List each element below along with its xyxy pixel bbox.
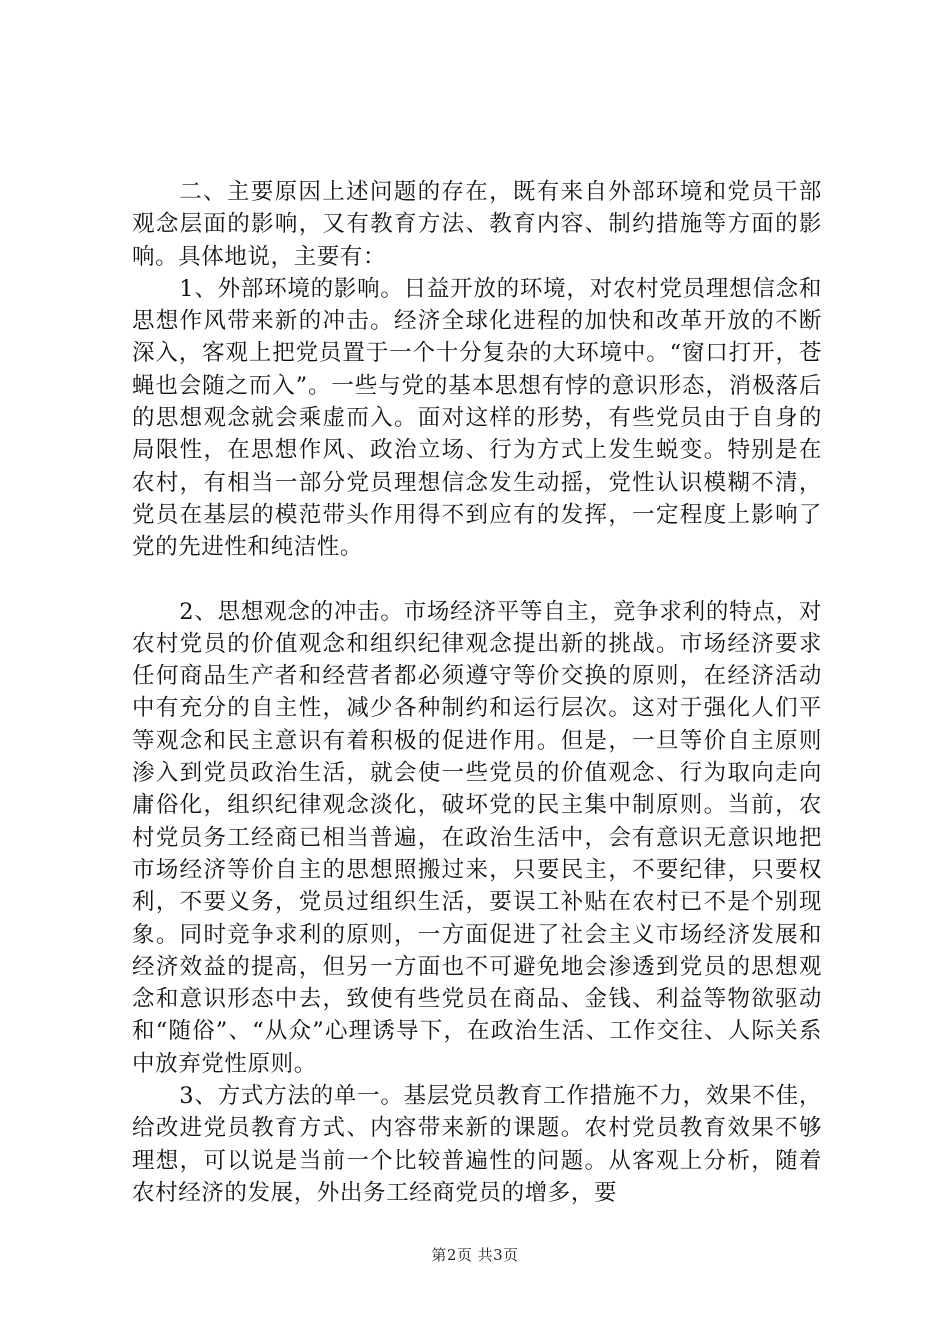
page-number-footer: 第2页 共3页	[431, 1246, 519, 1264]
paragraph-main-reasons: 二、主要原因上述问题的存在，既有来自外部环境和党员干部观念层面的影响，又有教育方法、教育内容、制约措施等方面的影响。具体地说，主要有：	[132, 179, 822, 270]
paragraph-method-singularity: 3、方式方法的单一。基层党员教育工作措施不力，效果不佳，给改进党员教育方式、内容带来新的课题。农村党员教育效果不够理想，可以说是当前一个比较普遍性的问题。从客观上分析，随着农村经济的发展，外出务工经商党员的增多，要	[132, 1083, 822, 1206]
paragraph-ideological-impact: 2、思想观念的冲击。市场经济平等自主，竞争求利的特点，对农村党员的价值观念和组织纪律观念提出新的挑战。市场经济要求任何商品生产者和经营者都必须遵守等价交换的原则，在经济活动中有充分的自主性，减少各种制约和运行层次。这对于强化人们平等观念和民主意识有着积极的促进作用。但是，一旦等价自主原则渗入到党员政治生活，就会使一些党员的价值观念、行为取向走向庸俗化，组织纪律观念淡化，破坏党的民主集中制原则。当前，农村党员务工经商已相当普遍，在政治生活中，会有意识无意识地把市场经济等价自主的思想照搬过来，只要民主，不要纪律，只要权利，不要义务，党员过组织生活，要误工补贴在农村已不是个别现象。同时竞争求利的原则，一方面促进了社会主义市场经济发展和经济效益的提高，但另一方面也不可避免地会渗透到党员的思想观念和意识形态中去，致使有些党员在商品、金钱、利益等物欲驱动和“随俗”、“从众”心理诱导下，在政治生活、工作交往、人际关系中放弃党性原则。	[132, 598, 822, 1077]
paragraph-spacer	[132, 564, 822, 596]
paragraph-external-environment: 1、外部环境的影响。日益开放的环境，对农村党员理想信念和思想作风带来新的冲击。经济全球化进程的加快和改革开放的不断深入，客观上把党员置于一个十分复杂的大环境中。“窗口打开，苍蝇也会随之而入”。一些与党的基本思想有悖的意识形态，消极落后的思想观念就会乘虚而入。面对这样的形势，有些党员由于自身的局限性，在思想作风、政治立场、行为方式上发生蜕变。特别是在农村，有相当一部分党员理想信念发生动摇，党性认识模糊不清，党员在基层的模范带头作用得不到应有的发挥，一定程度上影响了党的先进性和纯洁性。	[132, 275, 822, 561]
document-body	[132, 176, 822, 1209]
